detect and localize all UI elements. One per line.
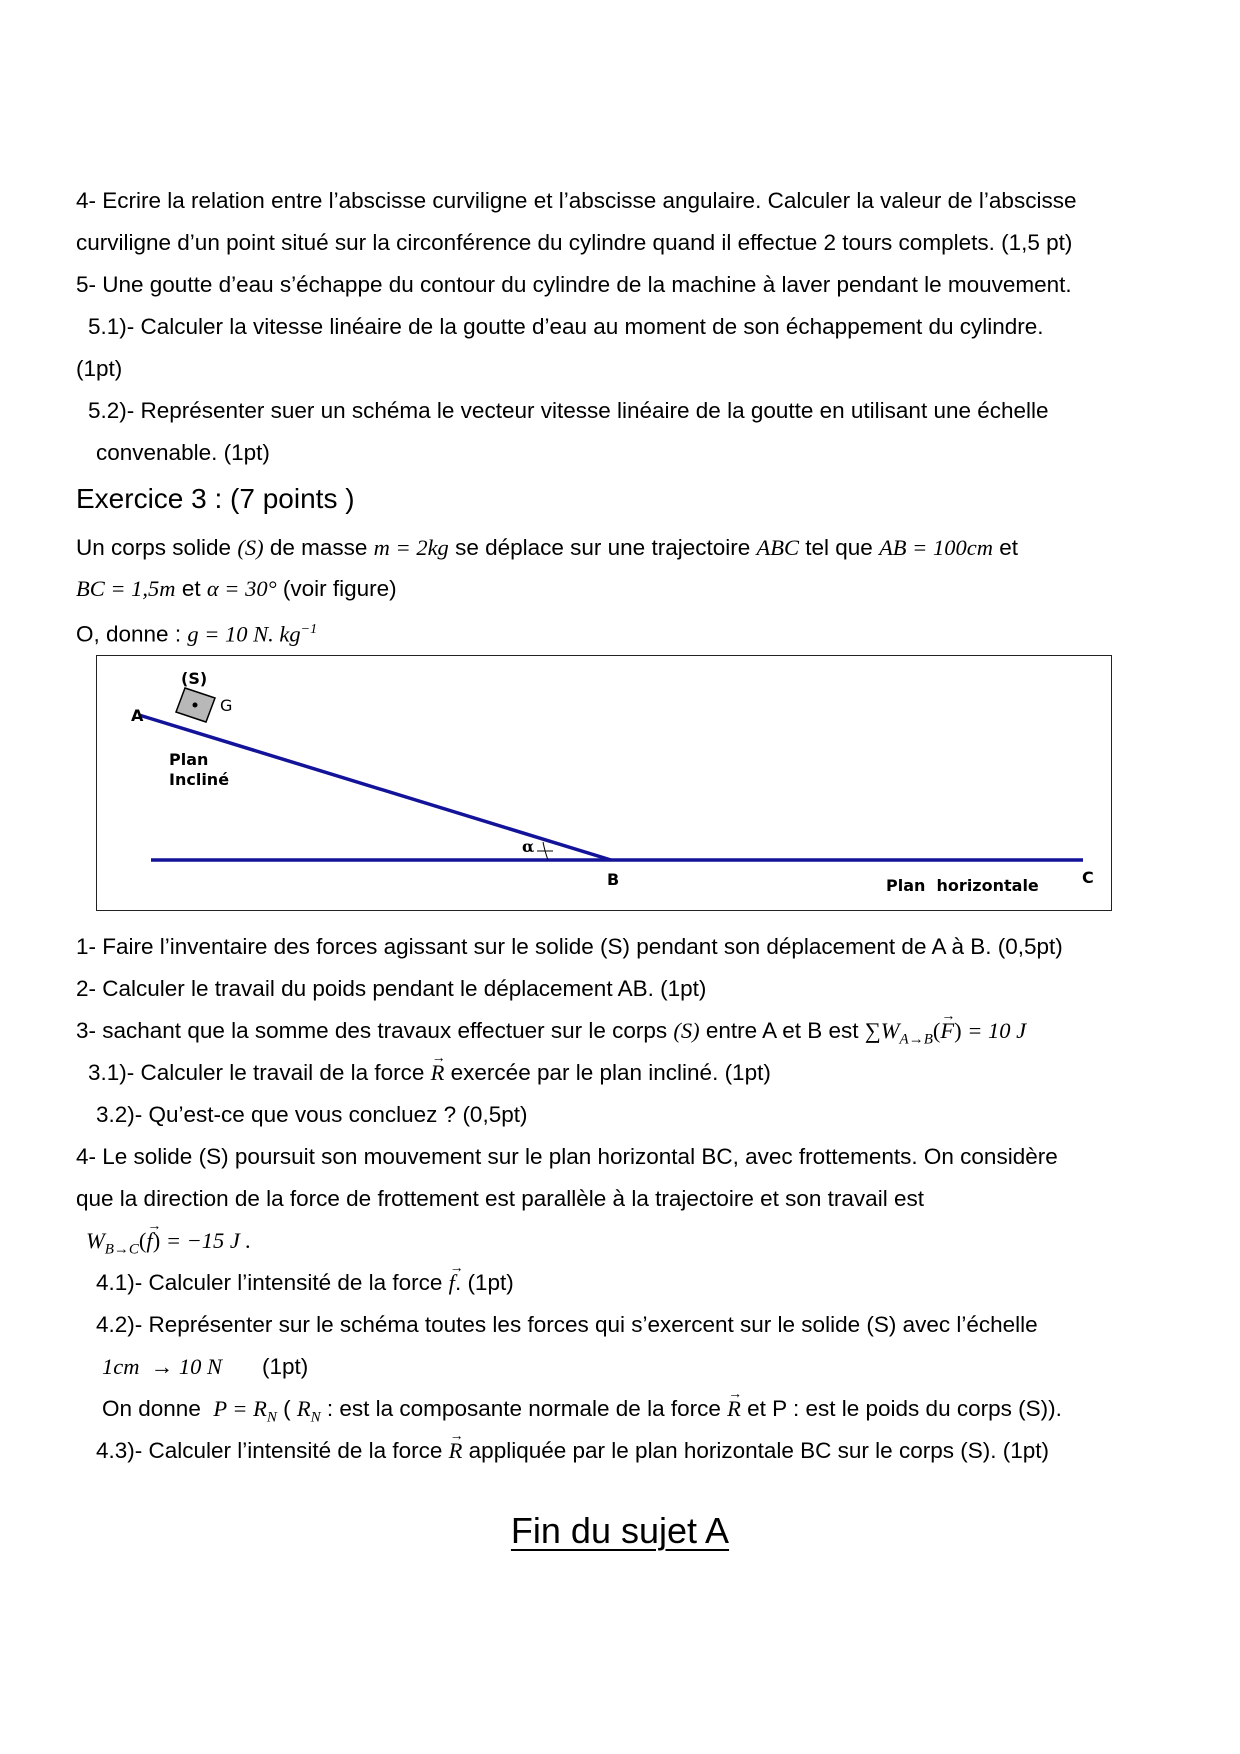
horizontal-plane-label: Plan horizontale (886, 876, 1039, 895)
question-3-2: 3.2)- Qu’est-ce que vous concluez ? (0,5pt) (96, 1102, 528, 1127)
point-b-label: B (607, 870, 620, 889)
q4-line-2: curviligne d’un point situé sur la circonférence du cylindre quand il effectue 2 tours complets. (1,5 pt) (76, 230, 1073, 255)
force-r-vector: → R (431, 1058, 445, 1088)
force-f-vector: → F (940, 1016, 954, 1046)
scale-value: 1cm → 10 N (102, 1354, 222, 1379)
q5-1-line-1: 5.1)- Calculer la vitesse linéaire de la goutte d’eau au moment de son échappement du cylindre. (88, 314, 1044, 339)
q5-line-1: 5- Une goutte d’eau s’échappe du contour du cylindre de la machine à laver pendant le mouvement. (76, 272, 1072, 297)
q5-2-line-2: convenable. (1pt) (96, 440, 270, 465)
question-4-2-line-1: 4.2)- Représenter sur le schéma toutes les forces qui s’exercent sur le solide (S) avec l’échelle (96, 1312, 1038, 1337)
solid-label: (S) (181, 669, 208, 688)
question-4-line-2: que la direction de la force de frottement est parallèle à la trajectoire et son travail est (76, 1186, 924, 1211)
given-gravity: O, donne : g = 10 N. $kg^{-1}$ (76, 621, 318, 647)
angle-label: α (522, 837, 535, 856)
q4-line-1: 4- Ecrire la relation entre l’abscisse curviligne et l’abscisse angulaire. Calculer la valeur de l’abscisse (76, 188, 1077, 213)
symbol-s: (S) (237, 535, 264, 560)
q5-1-line-2: (1pt) (76, 356, 123, 381)
mass-value: m = 2kg (373, 535, 449, 560)
question-4-work: $W_{B\to C}(\to f) = -15$ J . (86, 1226, 251, 1265)
point-c-label: C (1082, 868, 1094, 887)
center-of-mass-dot (193, 703, 198, 708)
question-3: 3- sachant que la somme des travaux effectuer sur le corps (S) entre A et B est $\sum W_{A\to B}(\to F) = 10$ J (76, 1016, 1026, 1055)
point-g-label: G (220, 696, 233, 715)
incline-label-2: Incliné (169, 770, 230, 789)
question-4-3: 4.3)- Calculer l’intensité de la force → R appliquée par le plan horizontale BC sur le corps (S). (1pt) (96, 1436, 1049, 1466)
incline-label-1: Plan (169, 750, 209, 769)
end-of-subject (0, 1510, 1240, 1552)
incline-figure (96, 655, 1112, 911)
friction-force-vector: → f (146, 1226, 152, 1256)
given-normal-force: On donne $P = R_N$ ( $R_N$ : est la composante normale de la force → R et P : est le poids du corps (S)). (102, 1394, 1062, 1433)
question-4-1: 4.1)- Calculer l’intensité de la force → f. (1pt) (96, 1268, 514, 1298)
q5-2-line-1: 5.2)- Représenter suer un schéma le vecteur vitesse linéaire de la goutte en utilisant une échelle (88, 398, 1049, 423)
end-of-subject-text: Fin du sujet A (510, 1510, 730, 1551)
figure-drawing (97, 656, 1113, 912)
point-a-label: A (131, 706, 144, 725)
exercise-3-title: Exercice 3 : (7 points ) (76, 483, 355, 514)
ab-value: AB = 100cm (879, 535, 993, 560)
exercise-3-intro-line-1: Un corps solide (S) de masse m = 2kg se déplace sur une trajectoire ABC tel que AB = 100cm et (76, 535, 1018, 560)
alpha-value: α = 30° (206, 576, 277, 601)
question-3-1: 3.1)- Calculer le travail de la force → R exercée par le plan incliné. (1pt) (88, 1058, 771, 1088)
work-sum: ∑W (864, 1018, 900, 1043)
question-4-2-scale: 1cm → 10 N (1pt) (102, 1354, 309, 1379)
question-1: 1- Faire l’inventaire des forces agissant sur le solide (S) pendant son déplacement de A à B. (0,5pt) (76, 934, 1063, 959)
question-2: 2- Calculer le travail du poids pendant le déplacement AB. (1pt) (76, 976, 707, 1001)
bc-value: BC = 1,5m (76, 576, 176, 601)
question-4-line-1: 4- Le solide (S) poursuit son mouvement sur le plan horizontal BC, avec frottements. On considère (76, 1144, 1058, 1169)
exercise-3-intro-line-2: BC = 1,5m et α = 30° (voir figure) (76, 576, 397, 601)
gravity-value: g = 10 N. kg (187, 621, 301, 647)
path-abc: ABC (756, 535, 799, 560)
